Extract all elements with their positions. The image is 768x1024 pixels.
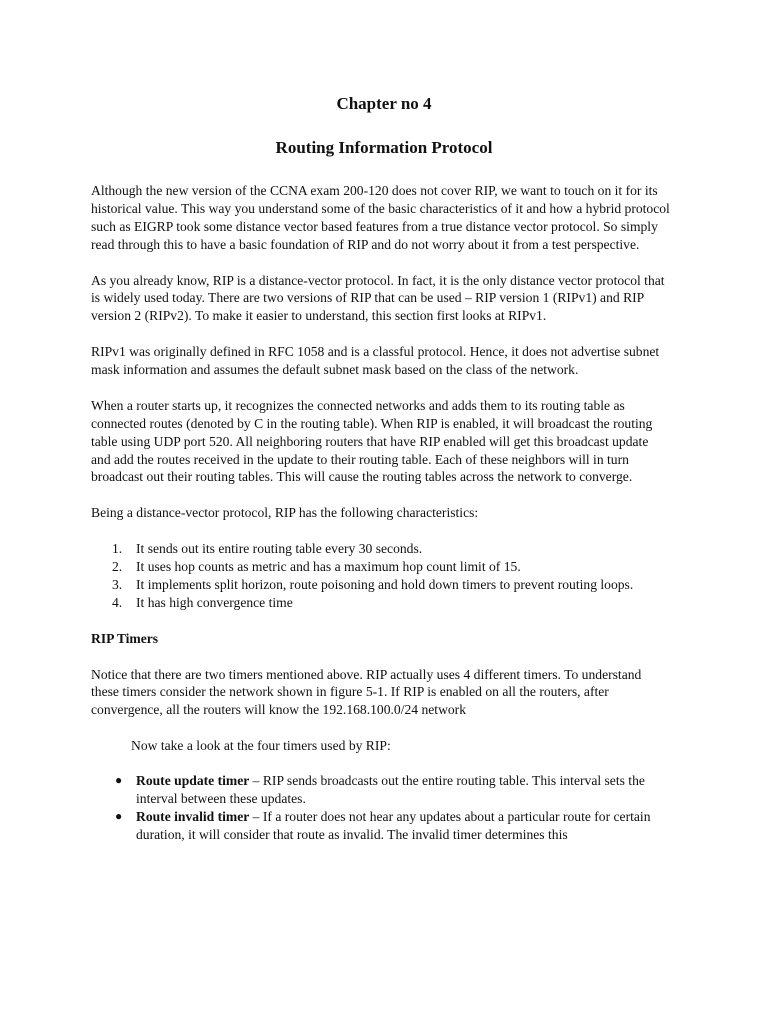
paragraph-router-startup: When a router starts up, it recognizes the connected networks and adds them to its routing table as connected routes (denoted by C in the routing table). When RIP is enabled, it will broadcast the routing table using UDP port 520. All neighboring routers that have RIP enabled will get this broadcast update and add the routes received in the update to their routing table. Each of these neighbors will in turn broadcast out their routing tables. This will cause the routing tables across the network to converge. [91, 397, 653, 485]
list-item [91, 576, 671, 594]
chapter-heading: Chapter no 4 [336, 94, 432, 113]
timer-term: Route update timer [136, 773, 250, 789]
list-item-text: It implements split horizon, route poisoning and hold down timers to prevent routing loops. [136, 576, 634, 592]
list-item [91, 808, 671, 844]
list-item [91, 540, 671, 558]
paragraph-timers-intro: Notice that there are two timers mentioned above. RIP actually uses 4 different timers. To understand these timers consider the network shown in figure 5-1. If RIP is enabled on all the routers, after convergence, all the routers will know the 192.168.100.0/24 network [91, 666, 642, 718]
chapter-title: Routing Information Protocol [275, 138, 493, 157]
paragraph-timers-lead: Now take a look at the four timers used by RIP: [131, 738, 391, 754]
list-item [91, 594, 671, 612]
document-content [91, 93, 671, 844]
section-heading-rip-timers: RIP Timers [91, 630, 159, 646]
list-item-text: It uses hop counts as metric and has a maximum hop count limit of 15. [136, 558, 521, 574]
list-number: 3. [112, 576, 123, 592]
list-item-text: It has high convergence time [136, 594, 293, 610]
timer-description: – RIP sends broadcasts out the entire routing table. This interval sets the interval between these updates. [136, 773, 645, 806]
paragraph-ripv1: RIPv1 was originally defined in RFC 1058 and is a classful protocol. Hence, it does not advertise subnet mask information and assumes the default subnet mask based on the class of the network. [91, 344, 660, 378]
list-item-text: It sends out its entire routing table every 30 seconds. [136, 541, 423, 557]
paragraph-distance-vector: As you already know, RIP is a distance-vector protocol. In fact, it is the only distance vector protocol that is widely used today. There are two versions of RIP that can be used – RIP version 1 (RIPv1) and RIP version 2 (RIPv2). To make it easier to understand, this section first looks at RIPv1. [91, 272, 665, 324]
list-number: 1. [112, 541, 123, 557]
list-item [91, 558, 671, 576]
timer-description: – If a router does not hear any updates about a particular route for certain duration, it will consider that route as invalid. The invalid timer determines this [136, 808, 651, 842]
paragraph-intro: Although the new version of the CCNA exam 200-120 does not cover RIP, we want to touch on it for its historical value. This way you understand some of the basic characteristics of it and how a hybrid protocol such as EIGRP took some distance vector based features from a true distance vector protocol. So simply read through this to have a basic foundation of RIP and do not worry about it from a test perspective. [91, 183, 670, 252]
characteristics-list [91, 540, 671, 612]
paragraph-characteristics-lead: Being a distance-vector protocol, RIP has the following characteristics: [91, 505, 479, 521]
bullet-icon: ● [115, 773, 123, 788]
timer-term: Route invalid timer [136, 808, 250, 824]
list-number: 4. [112, 594, 123, 610]
list-number: 2. [112, 558, 123, 574]
bullet-icon: ● [115, 808, 123, 823]
list-item [91, 772, 671, 808]
timers-list [91, 772, 671, 844]
